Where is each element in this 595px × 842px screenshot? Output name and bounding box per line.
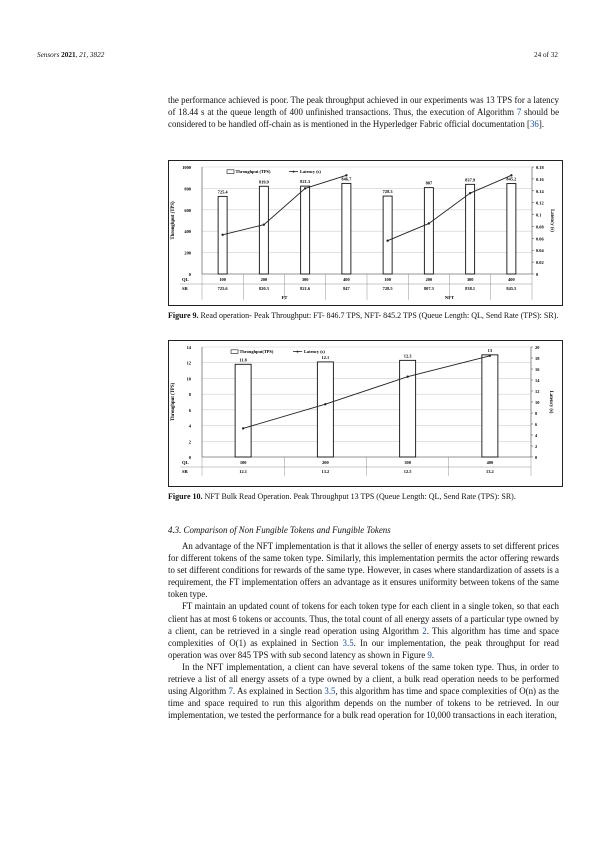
x-tick-label-sr: 820.3: [258, 286, 269, 291]
y2-tick-label: 20: [535, 345, 540, 350]
journal-year: 2021: [61, 51, 76, 59]
x-tick-label-ql: 400: [508, 277, 515, 282]
bar-value-label: 846.7: [341, 176, 352, 182]
journal-volume: , 21, 3822: [75, 51, 105, 59]
y-tick-label: 400: [184, 229, 191, 235]
x-tick-label-ql: 300: [404, 460, 411, 465]
bar-value-label: 728.3: [382, 189, 393, 195]
figure-9-caption: [168, 310, 559, 321]
y2-tick-label: 2: [535, 444, 538, 449]
y-tick-label: 2: [188, 439, 191, 445]
throughput-bar: [317, 362, 333, 457]
paragraph-nft-bulk: [168, 661, 559, 721]
algorithm-link[interactable]: 7: [228, 686, 233, 697]
page-number: 24 of 32: [534, 51, 558, 59]
legend-marker-latency: [293, 171, 295, 173]
bar-value-label: 819.9: [258, 179, 269, 185]
y2-tick-label: 0.1: [536, 212, 542, 218]
intro-text-2: should be considered to be handled off-chain as is mentioned in the Hyperledger Fabric official documentation [: [168, 107, 560, 130]
row-label-sr: SR: [182, 469, 188, 474]
p3-text-2: . This algorithm has time and space complexities of O(1) as explained in Section: [168, 625, 559, 648]
x-tick-label-sr: 13.2: [321, 469, 330, 474]
row-label-ql: QL: [182, 460, 189, 465]
x-tick-label-sr: 838.1: [465, 286, 476, 291]
algorithm-link[interactable]: 7: [516, 107, 522, 118]
throughput-bar: [235, 364, 251, 457]
y-tick-label: 600: [184, 207, 191, 213]
bar-value-label: 845.2: [506, 176, 517, 182]
intro-text-3: ].: [538, 119, 545, 130]
y-tick-label: 14: [186, 345, 191, 350]
y-tick-label: 10: [186, 376, 191, 382]
y2-axis-title: Latency (s): [548, 390, 553, 414]
legend-label-throughput: Throughput(TPS): [239, 349, 274, 354]
y2-tick-label: 6: [535, 422, 538, 427]
section-link[interactable]: 3.5: [324, 686, 336, 697]
y2-tick-label: 18: [535, 356, 540, 361]
section-heading: 4.3. Comparison of Non Fungible Tokens and Fungible Tokens: [168, 525, 391, 535]
algorithm-link[interactable]: 2: [422, 625, 427, 636]
x-tick-label-ql: 200: [260, 277, 268, 282]
row-label-sr: SR: [182, 286, 188, 291]
bar-value-label: 13: [487, 347, 493, 353]
p4-text-3: , this algorithm has time and space complexities of O(n) as the time and space required to run this algorithm depends on the number of tokens to be retrieved. In our implementation, we tested the performance for a bulk read operation for 10,000 transactions in each iteration,: [168, 686, 559, 721]
bar-value-label: 807: [425, 180, 433, 186]
figure-10-caption-text: NFT Bulk Read Operation. Peak Throughput 13 TPS (Queue Length: QL, Send Rate (TPS): SR).: [202, 492, 516, 501]
latency-point: [345, 174, 347, 176]
latency-point: [242, 427, 244, 429]
throughput-bar: [466, 184, 475, 274]
x-tick-label-sr: 845.5: [506, 286, 517, 291]
latency-point: [304, 187, 306, 189]
y-axis-title: Throughput (TPS): [171, 382, 176, 422]
latency-point: [428, 222, 430, 224]
y-tick-label: 6: [188, 407, 191, 413]
legend-label-throughput: Throughput (TPS): [235, 169, 271, 174]
y2-tick-label: 0.04: [536, 248, 544, 254]
x-tick-label-sr: 728.5: [382, 286, 393, 291]
latency-point: [469, 192, 471, 194]
y-tick-label: 8: [188, 392, 191, 398]
y2-tick-label: 0.02: [536, 260, 544, 266]
y2-tick-label: 12: [535, 389, 540, 394]
figure-10-label: Figure 10.: [168, 492, 203, 501]
legend-label-latency: Latency (s): [300, 169, 321, 174]
bar-value-label: 12.1: [321, 354, 330, 360]
bar-value-label: 837.9: [465, 177, 476, 183]
y-tick-label: 1000: [182, 165, 191, 170]
x-tick-label-ql: 200: [322, 460, 329, 465]
figure-9-chart: [169, 161, 562, 305]
y2-tick-label: 0.06: [536, 236, 544, 242]
p4-text-2: . As explained in Section: [232, 686, 325, 697]
x-tick-label-ql: 300: [301, 277, 309, 282]
running-header-citation: [37, 51, 104, 59]
group-label: NFT: [444, 295, 455, 300]
latency-point: [489, 355, 491, 357]
throughput-bar: [507, 184, 516, 274]
legend-label-latency: Latency (s): [304, 349, 325, 354]
throughput-bar: [342, 183, 351, 274]
x-tick-label-ql: 100: [239, 460, 247, 465]
y-tick-label: 0: [188, 272, 191, 277]
legend-marker-latency: [297, 351, 299, 353]
latency-point: [510, 174, 512, 176]
body-text: [168, 540, 559, 721]
throughput-bar: [301, 186, 310, 274]
x-tick-label-sr: 725.6: [217, 286, 228, 291]
y2-tick-label: 0.16: [536, 176, 544, 182]
bar-value-label: 821.3: [300, 179, 311, 185]
x-tick-label-ql: 400: [343, 277, 350, 282]
figure-10-caption: [168, 491, 559, 502]
y2-tick-label: 14: [535, 378, 540, 383]
x-tick-label-sr: 821.6: [300, 286, 311, 291]
row-label-ql: QL: [182, 277, 189, 282]
latency-point: [386, 240, 388, 242]
latency-line: [223, 175, 347, 234]
legend-swatch-throughput: [227, 170, 234, 174]
figure-link[interactable]: 9: [427, 649, 432, 660]
latency-point: [263, 223, 265, 225]
p3-text-4: .: [431, 649, 435, 660]
x-tick-label-ql: 100: [384, 277, 391, 282]
intro-text-1: the performance achieved is poor. The peak throughput achieved in our experiments was 13 TPS for a latency of 18.44 s at the queue length of 400 unfinished transactions. Thus, the execution of Algorithm: [168, 95, 559, 118]
x-tick-label-ql: 200: [425, 277, 433, 282]
x-tick-label-sr: 807.3: [423, 286, 434, 291]
journal-name: Sensors: [37, 51, 60, 59]
y-tick-label: 0: [188, 455, 191, 460]
figure-10-chart: [169, 341, 562, 486]
intro-paragraph: [168, 94, 559, 130]
y-tick-label: 12: [186, 360, 191, 366]
throughput-bar: [383, 196, 392, 274]
throughput-bar: [259, 186, 268, 274]
p3-text-3: . In our implementation, the peak throughput for read operation was over 845 TPS with sub second latency as shown in Figure: [168, 637, 559, 660]
y-axis-title: Throughput (TPS): [171, 201, 176, 240]
latency-point: [406, 376, 408, 378]
y2-tick-label: 0.08: [536, 224, 544, 230]
paragraph-nft-advantage: An advantage of the NFT implementation is that it allows the seller of energy assets to set different prices for different tokens of the same token type. Similarly, this implementation permits the actor offering rewards to set different conditions for rewards of the same type. However, in cases where standardization of assets is a requirement, the FT implementation offers an advantage as it ensures uniformity between tokens of the same token type.: [168, 541, 559, 600]
p4-text-1: In the NFT implementation, a client can have several tokens of the same token type. Thus, in order to retrieve a list of all energy assets of a type owned by a client, a bulk read operation needs to be performed using Algorithm: [168, 661, 559, 697]
figure-10-frame: [168, 340, 563, 487]
x-tick-label-sr: 847: [343, 286, 350, 291]
legend-swatch-throughput: [231, 350, 238, 354]
y2-axis-title: Latency (s): [549, 209, 554, 232]
bar-value-label: 12.3: [403, 353, 412, 359]
bar-value-label: 725.4: [217, 189, 228, 195]
group-label: FT: [281, 295, 288, 300]
y2-tick-label: 0: [535, 455, 538, 460]
bar-value-label: 11.8: [239, 357, 247, 363]
x-tick-label-sr: 12.1: [239, 469, 247, 474]
section-link[interactable]: 3.5: [342, 637, 354, 648]
x-tick-label-ql: 300: [466, 277, 474, 282]
figure-9-label: Figure 9.: [168, 311, 199, 320]
y2-tick-label: 0.12: [536, 200, 544, 206]
figure-9-frame: [168, 160, 563, 306]
reference-link[interactable]: 36: [529, 119, 539, 130]
x-tick-label-ql: 400: [486, 460, 494, 465]
y2-tick-label: 10: [535, 400, 540, 405]
throughput-bar: [482, 355, 498, 457]
x-tick-label-sr: 12.5: [403, 469, 412, 474]
latency-line: [243, 356, 490, 429]
paragraph-ft-count: [168, 600, 559, 660]
y-tick-label: 4: [188, 423, 191, 429]
latency-point: [324, 403, 326, 405]
latency-point: [221, 234, 223, 236]
p3-text-1: FT maintain an updated count of tokens for each token type for each client in a single token, so that each client has at most 6 tokens or accounts. Thus, the total count of all energy assets of a particular type owned by a client, can be retrieved in a single read operation using Algorithm: [168, 601, 559, 636]
y2-tick-label: 4: [535, 433, 538, 438]
y2-tick-label: 0.18: [536, 165, 544, 170]
throughput-bar: [424, 188, 433, 274]
figure-9-caption-text: Read operation- Peak Throughput: FT- 846.7 TPS, NFT- 845.2 TPS (Queue Length: QL, Send Rate (TPS): SR).: [198, 311, 559, 320]
y2-tick-label: 0: [536, 272, 539, 277]
y2-tick-label: 0.14: [536, 188, 544, 194]
y2-tick-label: 16: [535, 367, 540, 372]
x-tick-label-sr: 13.2: [486, 469, 494, 474]
x-tick-label-ql: 100: [219, 277, 226, 282]
y-tick-label: 200: [184, 250, 191, 256]
y2-tick-label: 8: [535, 411, 538, 416]
y-tick-label: 800: [184, 186, 191, 192]
